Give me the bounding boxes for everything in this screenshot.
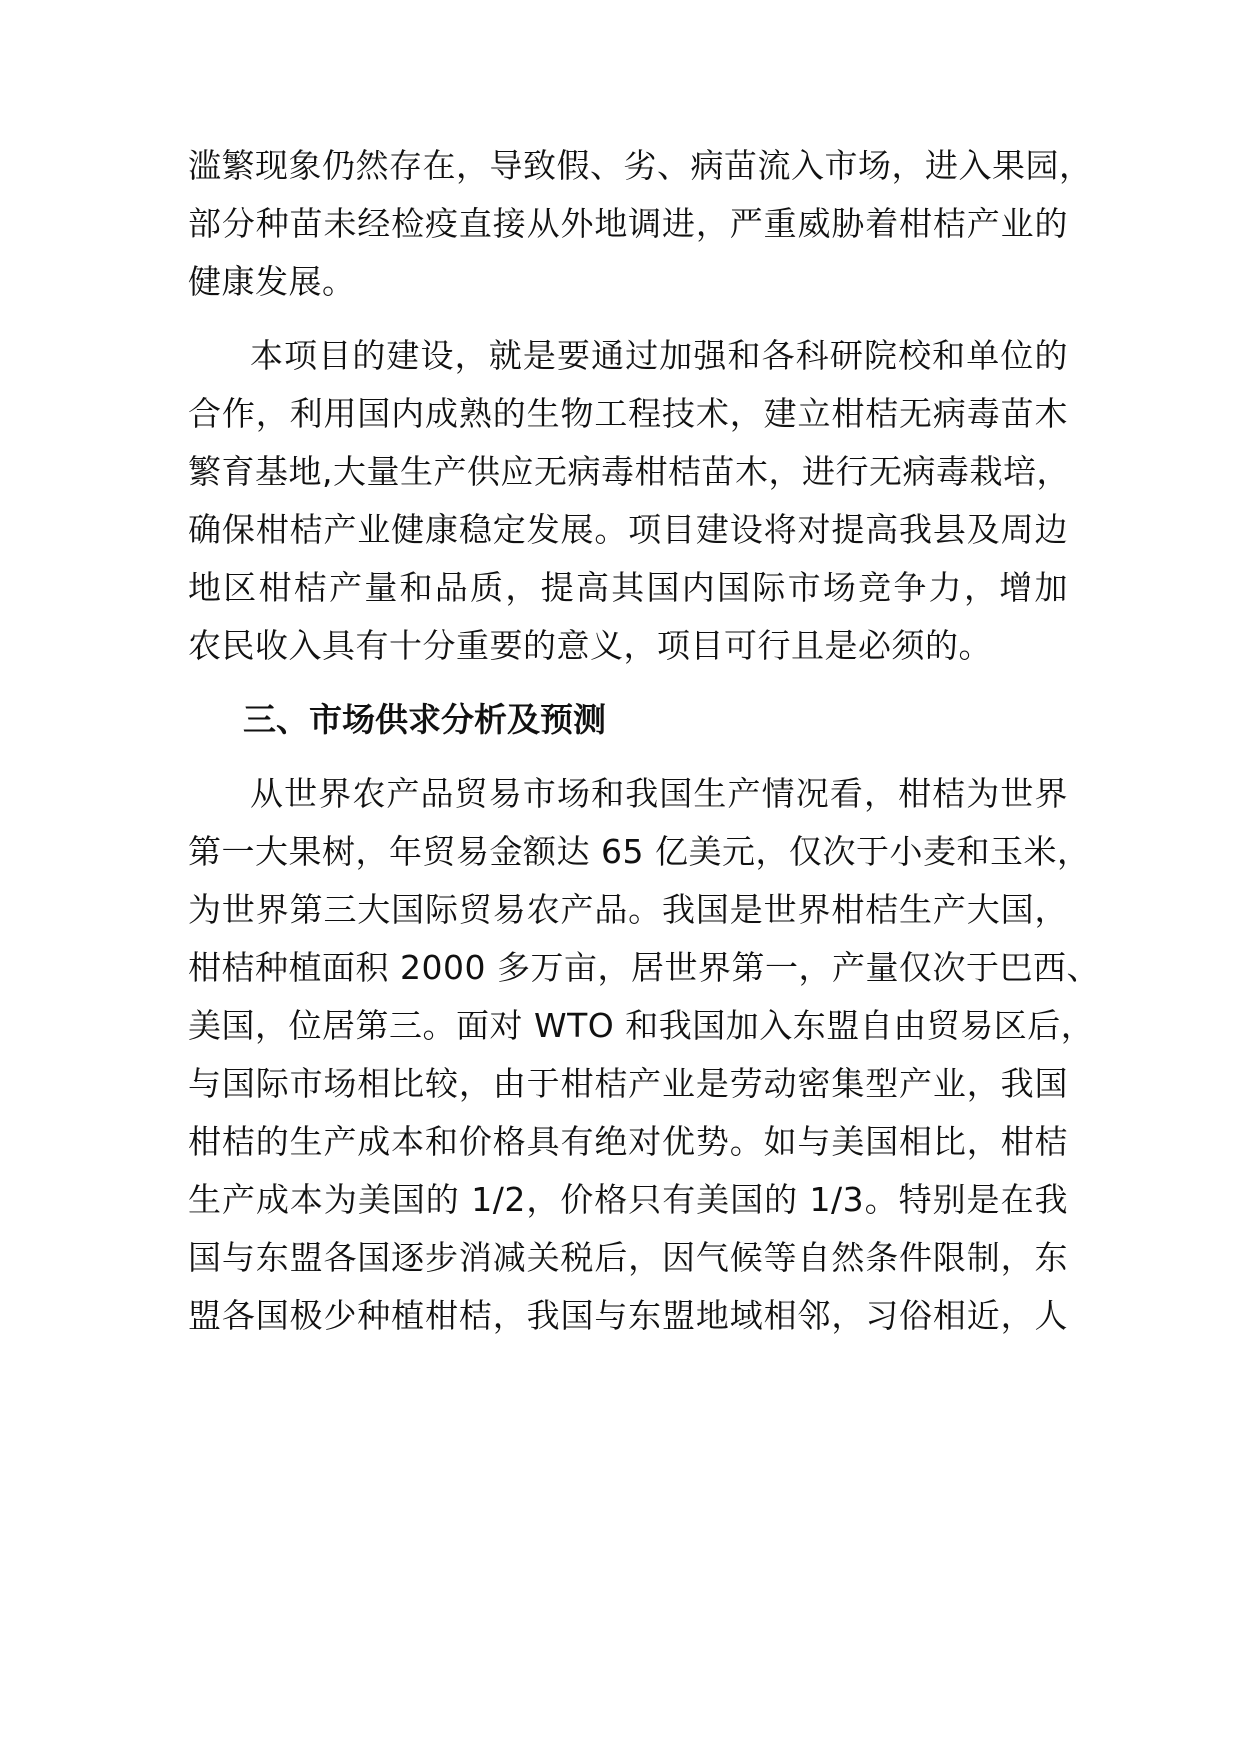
paragraph-2-line-5: 地区柑桔产量和品质，提高其国内国际市场竞争力，增加: [188, 568, 1068, 607]
paragraph-2-line-6: 农民收入具有十分重要的意义，项目可行且是必须的。: [188, 626, 992, 665]
paragraph-3-line-5: 美国，位居第三。面对 WTO 和我国加入东盟自由贸易区后，: [188, 1006, 1095, 1045]
paragraph-3-line-8: 生产成本为美国的 1/2，价格只有美国的 1/3。特别是在我: [188, 1180, 1068, 1219]
paragraph-2-line-2: 合作，利用国内成熟的生物工程技术，建立柑桔无病毒苗木: [188, 394, 1068, 433]
paragraph-3-line-10: 盟各国极少种植柑桔，我国与东盟地域相邻，习俗相近，人: [188, 1296, 1068, 1335]
paragraph-2-line-3: 繁育基地,大量生产供应无病毒柑桔苗木，进行无病毒栽培，: [188, 452, 1070, 491]
paragraph-3-line-9: 国与东盟各国逐步消减关税后，因气候等自然条件限制，东: [188, 1238, 1068, 1277]
paragraph-3-line-7: 柑桔的生产成本和价格具有绝对优势。如与美国相比，柑桔: [188, 1122, 1068, 1161]
paragraph-3-line-2: 第一大果树，年贸易金额达 65 亿美元，仅次于小麦和玉米，: [188, 832, 1091, 871]
paragraph-3-line-6: 与国际市场相比较，由于柑桔产业是劳动密集型产业，我国: [188, 1064, 1068, 1103]
paragraph-1-line-3: 健康发展。: [188, 262, 356, 301]
paragraph-2-line-1: 本项目的建设，就是要通过加强和各科研院校和单位的: [250, 336, 1068, 375]
paragraph-3-line-3: 为世界第三大国际贸易农产品。我国是世界柑桔生产大国，: [188, 890, 1068, 929]
paragraph-3-line-1: 从世界农产品贸易市场和我国生产情况看，柑桔为世界: [250, 774, 1068, 813]
paragraph-1-line-2: 部分种苗未经检疫直接从外地调进，严重威胁着柑桔产业的: [188, 204, 1068, 243]
paragraph-1-line-1: 滥繁现象仍然存在，导致假、劣、病苗流入市场，进入果园，: [188, 146, 1093, 185]
section-heading: 三、市场供求分析及预测: [243, 700, 606, 739]
paragraph-2-line-4: 确保柑桔产业健康稳定发展。项目建设将对提高我县及周边: [188, 510, 1068, 549]
paragraph-3-line-4: 柑桔种植面积 2000 多万亩，居世界第一，产量仅次于巴西、: [188, 948, 1100, 987]
